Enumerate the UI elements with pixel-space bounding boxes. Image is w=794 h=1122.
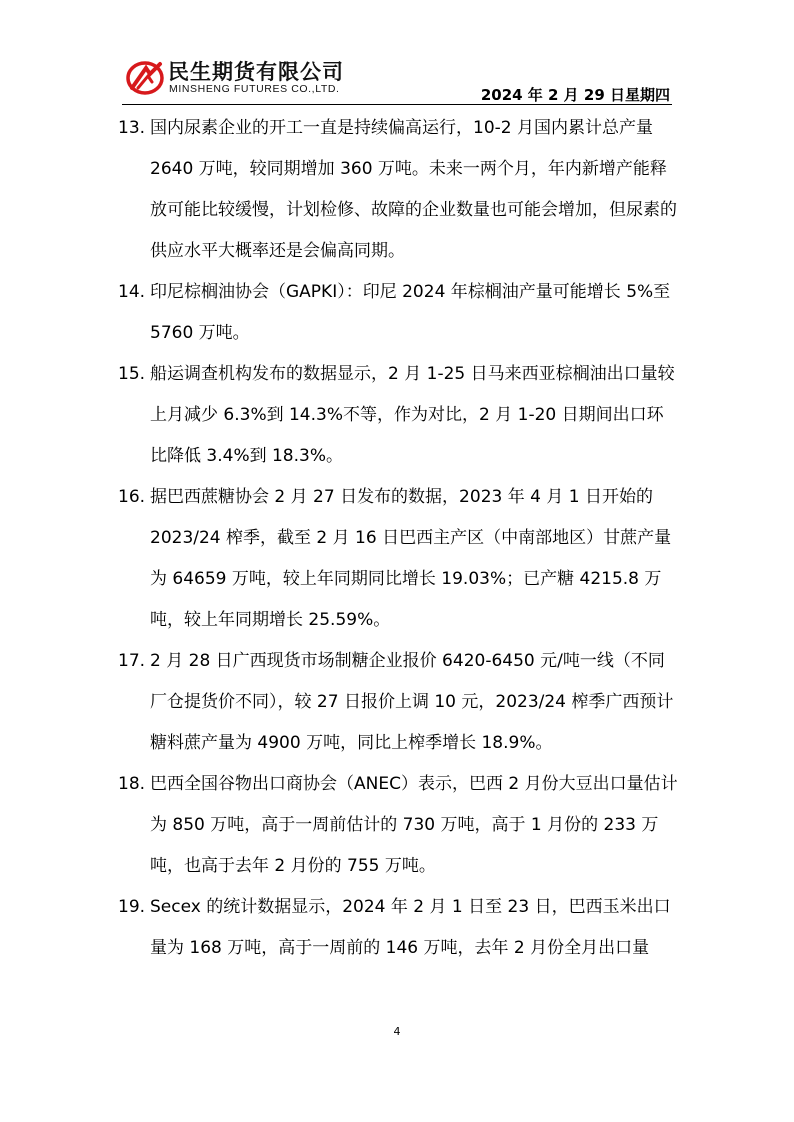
item-number: 17. [118,651,146,671]
logo-chinese-name: 民生期货有限公司 [168,60,344,84]
minsheng-logo-icon [126,58,166,96]
item-number: 19. [118,897,146,917]
item-text: Secex 的统计数据显示，2024 年 2 月 1 日至 23 日，巴西玉米出口量为 168 万吨，高于一周前的 146 万吨，去年 2 月份全月出口量 [150,897,671,958]
page-header [0,0,794,106]
logo-english-name: MINSHENG FUTURES CO.,LTD. [169,83,340,95]
item-text: 船运调查机构发布的数据显示，2 月 1-25 日马来西亚棕榈油出口量较上月减少 6.3%到 14.3%不等，作为对比，2 月 1-20 日期间出口环比降低 3.4%到 18.3%。 [150,364,675,466]
list-item [118,354,678,477]
item-number: 15. [118,364,146,384]
company-logo [126,56,366,100]
list-item [118,477,678,641]
item-number: 14. [118,282,146,302]
list-item [118,887,678,969]
item-number: 18. [118,774,146,794]
item-text: 印尼棕榈油协会（GAPKI）：印尼 2024 年棕榈油产量可能增长 5%至 5760 万吨。 [150,282,671,343]
item-text: 2 月 28 日广西现货市场制糖企业报价 6420-6450 元/吨一线（不同厂仓提货价不同），较 27 日报价上调 10 元，2023/24 榨季广西预计糖料蔗产量为 4900 万吨，同比上榨季增长 18.9%。 [150,651,674,753]
news-list [118,108,678,969]
header-divider [122,104,672,105]
item-text: 据巴西蔗糖协会 2 月 27 日发布的数据，2023 年 4 月 1 日开始的 2023/24 榨季，截至 2 月 16 日巴西主产区（中南部地区）甘蔗产量为 64659 万吨，较上年同期同比增长 19.03%；已产糖 4215.8 万吨，较上年同期增长 25.59%。 [150,487,672,630]
item-text: 巴西全国谷物出口商协会（ANEC）表示，巴西 2 月份大豆出口量估计为 850 万吨，高于一周前估计的 730 万吨，高于 1 月份的 233 万吨，也高于去年 2 月份的 755 万吨。 [150,774,678,876]
report-date: 2024 年 2 月 29 日星期四 [480,86,670,104]
page-number: 4 [393,1025,401,1038]
item-number: 13. [118,118,146,138]
list-item [118,108,678,272]
list-item [118,272,678,354]
list-item [118,764,678,887]
item-text: 国内尿素企业的开工一直是持续偏高运行，10-2 月国内累计总产量 2640 万吨，较同期增加 360 万吨。未来一两个月，年内新增产能释放可能比较缓慢，计划检修、故障的企业数量也可能会增加，但尿素的供应水平大概率还是会偏高同期。 [150,118,677,261]
item-number: 16. [118,487,146,507]
list-item [118,641,678,764]
